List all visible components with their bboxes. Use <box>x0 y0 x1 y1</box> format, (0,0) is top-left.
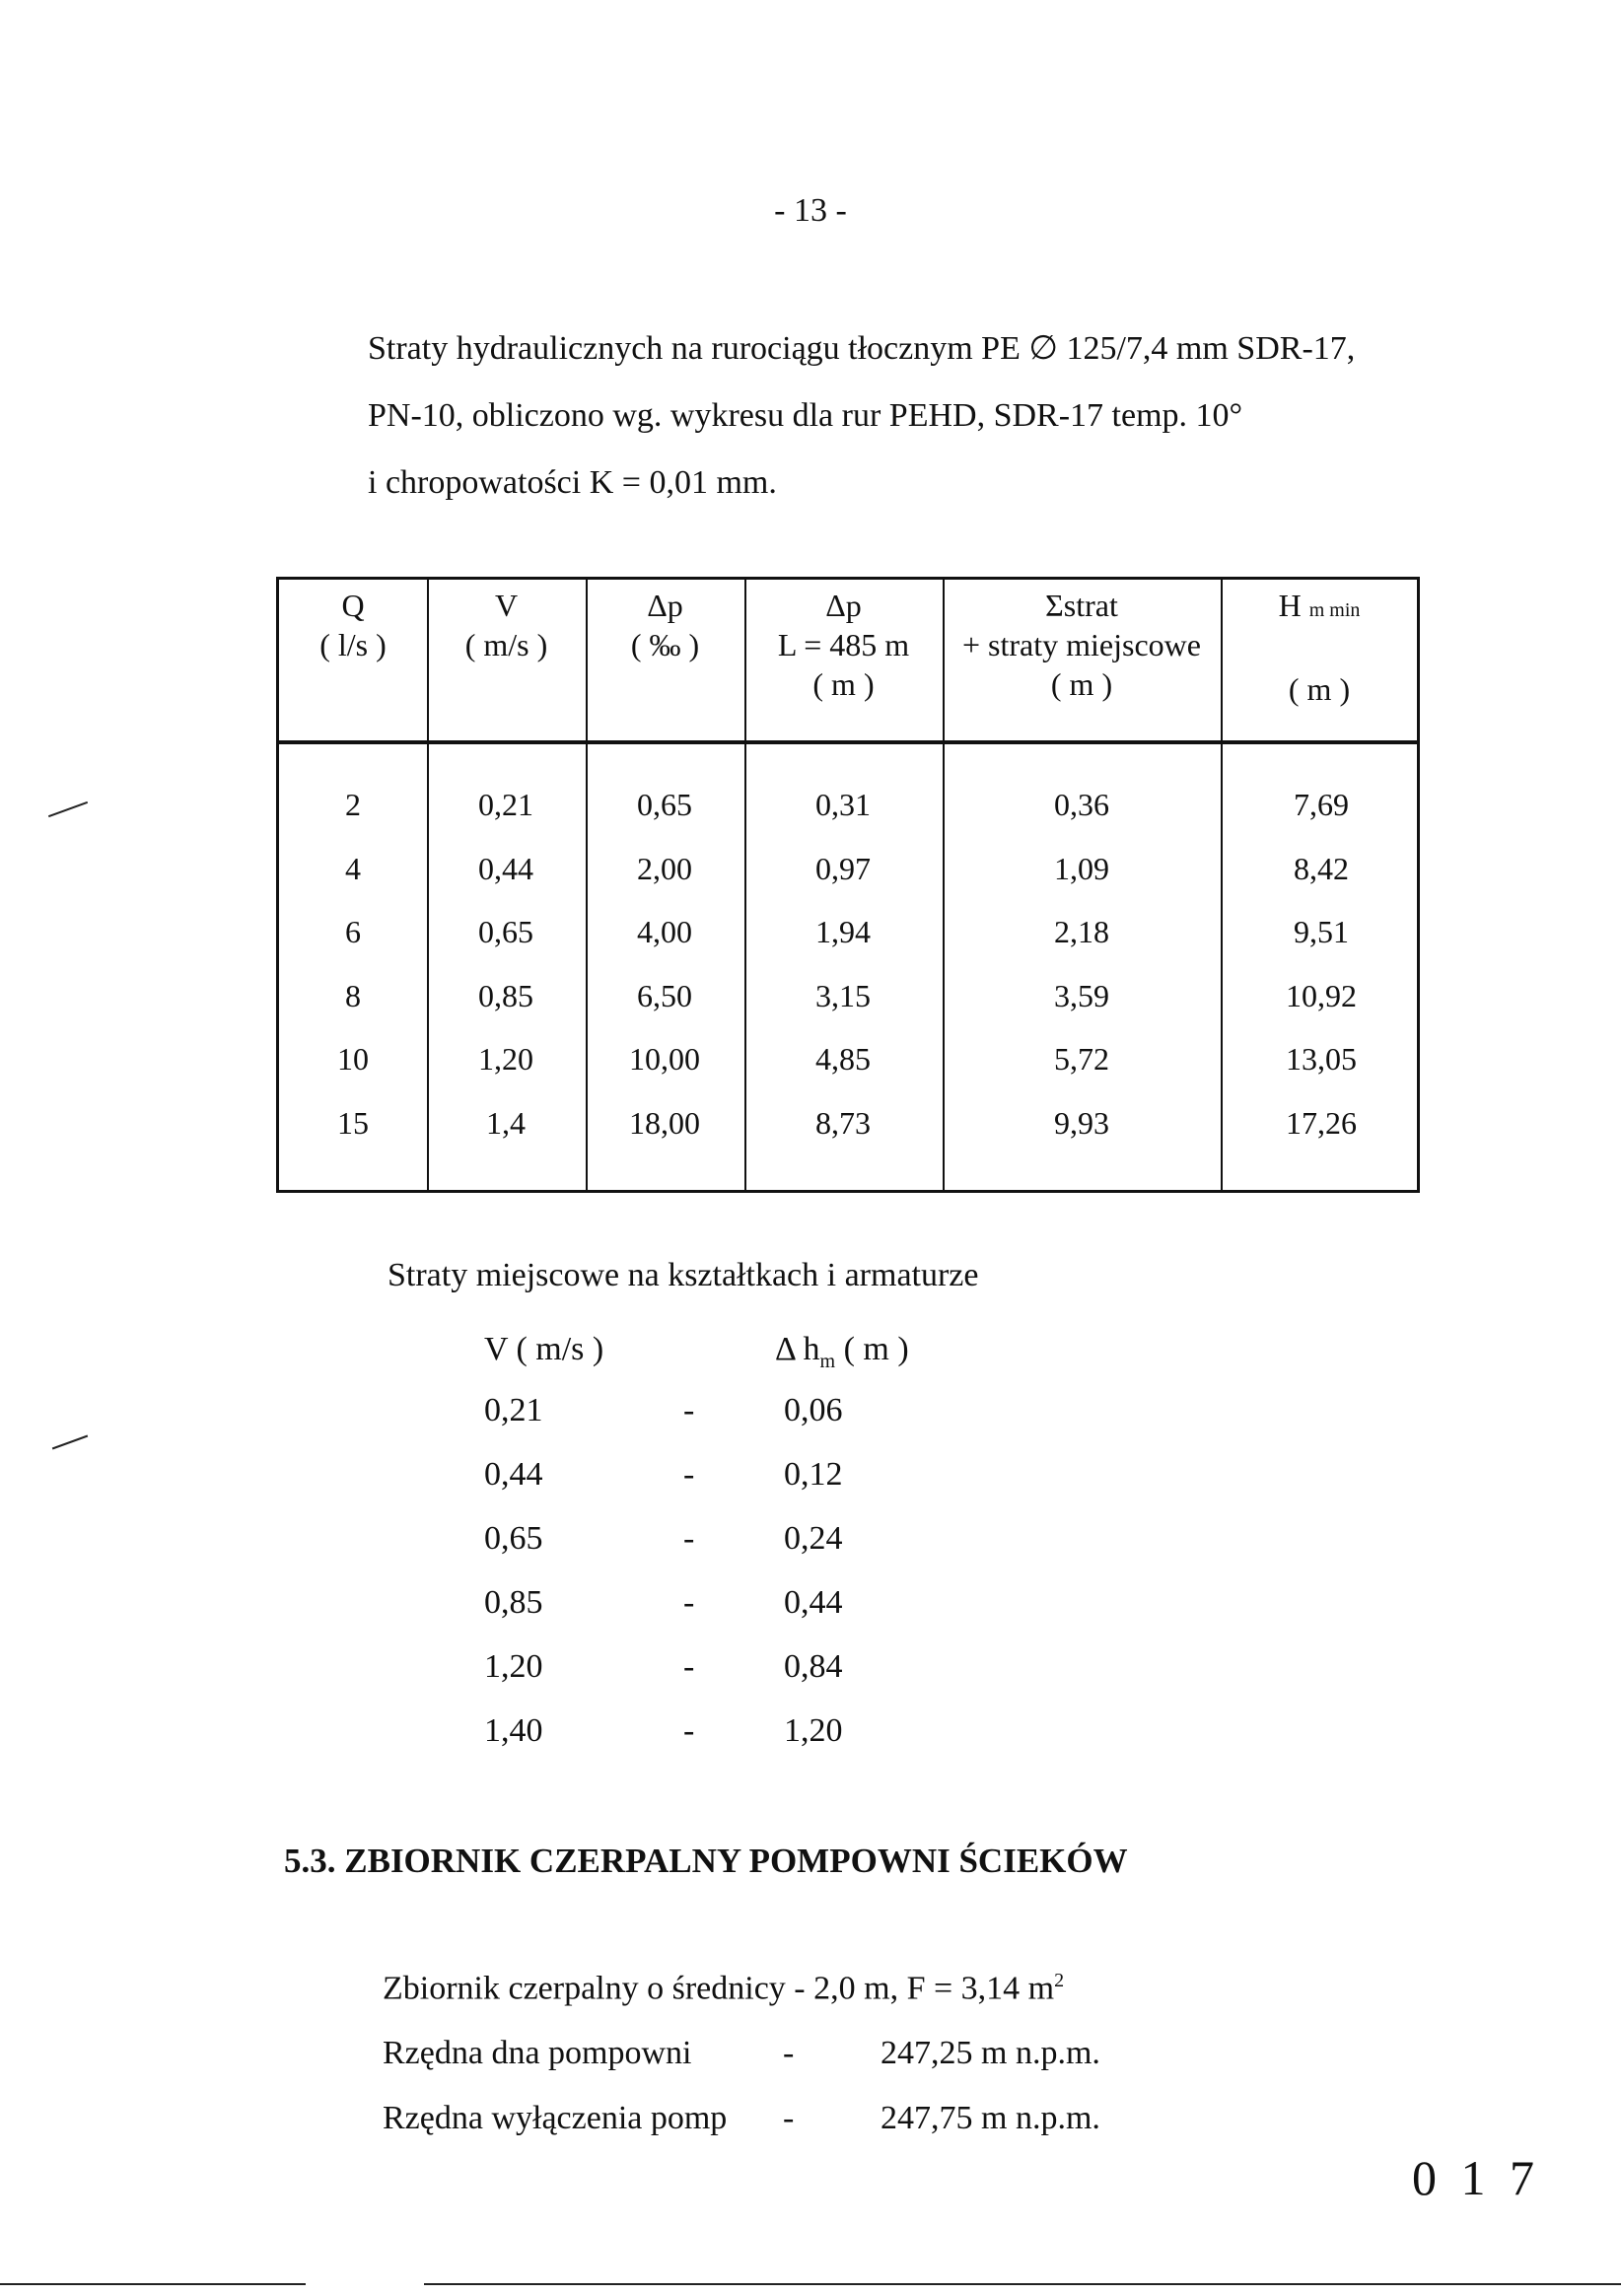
table-cell: 6,50 <box>637 977 692 1013</box>
local-losses-title: Straty miejscowe na kształtkach i armaturze <box>388 1257 979 1293</box>
table-cell: 8 <box>345 977 361 1013</box>
bottom-rule <box>424 2283 1621 2285</box>
table-cell: 13,05 <box>1286 1041 1357 1077</box>
table-cell: 4 <box>345 850 361 886</box>
table-cell: 4,00 <box>637 914 692 949</box>
table-cell: 3,59 <box>1054 977 1109 1013</box>
scan-mark <box>52 1435 88 1450</box>
local-losses-head: 0,44 <box>784 1584 843 1621</box>
table-cell: 10 <box>337 1041 369 1077</box>
header-q-symbol: Q <box>341 588 365 623</box>
table-cell: 9,51 <box>1294 914 1349 949</box>
bottom-elevation-dash: - <box>783 2035 795 2071</box>
page-number: - 13 - <box>774 192 847 229</box>
header-dp-unit: ( ‰ ) <box>630 627 700 662</box>
section-heading: 5.3. ZBIORNIK CZERPALNY POMPOWNI ŚCIEKÓW <box>284 1842 1128 1880</box>
local-losses-head: 0,24 <box>784 1520 843 1557</box>
local-losses-head: 0,84 <box>784 1648 843 1685</box>
local-losses-dash: - <box>683 1648 695 1685</box>
header-dp-length <box>744 580 943 740</box>
table-cell: 7,69 <box>1294 787 1349 822</box>
page-stamp: 0 1 7 <box>1412 2150 1540 2205</box>
local-losses-dash: - <box>683 1584 695 1621</box>
header-sum-unit: ( m ) <box>1050 666 1113 702</box>
local-losses-head: 0,06 <box>784 1392 843 1428</box>
table-cell: 0,97 <box>815 850 871 886</box>
header-v <box>427 580 586 740</box>
local-losses-dash: - <box>683 1712 695 1749</box>
local-losses-dash: - <box>683 1456 695 1493</box>
local-losses-velocity: 1,40 <box>484 1712 543 1749</box>
table-cell: 5,72 <box>1054 1041 1109 1077</box>
header-h-unit: ( m ) <box>1288 671 1351 707</box>
local-losses-head: 1,20 <box>784 1712 843 1749</box>
header-q <box>279 580 427 740</box>
table-cell: 17,26 <box>1286 1104 1357 1141</box>
local-losses-velocity: 0,44 <box>484 1456 543 1493</box>
local-losses-velocity: 0,65 <box>484 1520 543 1557</box>
pump-off-elevation-value: 247,75 m n.p.m. <box>881 2100 1100 2136</box>
header-v-unit: ( m/s ) <box>464 627 548 662</box>
local-losses-dash: - <box>683 1392 695 1428</box>
table-cell: 0,31 <box>815 787 871 822</box>
table-cell: 1,20 <box>478 1041 533 1077</box>
header-sum-description: + straty miejscowe <box>962 627 1201 662</box>
header-dp-symbol: Δp <box>825 588 862 623</box>
local-losses-velocity: 1,20 <box>484 1648 543 1685</box>
table-cell: 10,92 <box>1286 977 1357 1013</box>
bottom-elevation-label: Rzędna dna pompowni <box>383 2035 692 2071</box>
table-cell: 0,65 <box>637 787 692 822</box>
table-cell: 0,21 <box>478 787 533 822</box>
local-losses-dash: - <box>683 1520 695 1557</box>
table-cell: 10,00 <box>629 1041 700 1077</box>
header-h-min <box>1221 580 1418 740</box>
table-cell: 6 <box>345 914 361 949</box>
header-q-unit: ( l/s ) <box>319 627 387 662</box>
table-cell: 4,85 <box>815 1041 871 1077</box>
table-cell: 0,36 <box>1054 787 1109 822</box>
table-cell: 2,00 <box>637 850 692 886</box>
header-dp-length-unit: ( m ) <box>812 666 875 702</box>
local-losses-dh-header: Δ $h_m$ ( m ) <box>775 1331 909 1372</box>
header-h-symbol: H m min <box>1278 588 1361 623</box>
local-losses-v-header: V ( m/s ) <box>484 1331 604 1367</box>
table-cell: 0,85 <box>478 977 533 1013</box>
bottom-elevation-value: 247,25 m n.p.m. <box>881 2035 1100 2071</box>
local-losses-head: 0,12 <box>784 1456 843 1493</box>
header-dp-permille <box>586 580 744 740</box>
intro-line-2: PN-10, obliczono wg. wykresu dla rur PEHD, SDR-17 temp. 10° <box>368 397 1243 434</box>
intro-line-1: Straty hydraulicznych na rurociągu tłocznym PE ∅ 125/7,4 mm SDR-17, <box>368 330 1356 367</box>
header-dp-symbol: Δp <box>647 588 683 623</box>
table-cell: 1,09 <box>1054 850 1109 886</box>
table-cell: 8,73 <box>815 1104 871 1141</box>
table-cell: 2,18 <box>1054 914 1109 949</box>
table-cell: 2 <box>345 787 361 822</box>
table-cell: 8,42 <box>1294 850 1349 886</box>
pump-off-elevation-label: Rzędna wyłączenia pomp <box>383 2100 728 2136</box>
table-cell: 0,44 <box>478 850 533 886</box>
header-dp-length-value: L = 485 m <box>777 627 910 662</box>
table-cell: 18,00 <box>629 1104 700 1141</box>
scan-mark <box>48 801 88 817</box>
table-cell: 1,4 <box>486 1104 526 1141</box>
header-sum-losses <box>943 580 1221 740</box>
table-cell: 15 <box>337 1104 369 1141</box>
table-cell: 9,93 <box>1054 1104 1109 1141</box>
tank-diameter-line: Zbiornik czerpalny o średnicy - 2,0 m, F = 3,14 $m^2$ <box>383 1970 1065 2007</box>
intro-line-3: i chropowatości K = 0,01 mm. <box>368 464 777 501</box>
bottom-rule <box>0 2283 306 2285</box>
table-cell: 0,65 <box>478 914 533 949</box>
table-cell: 3,15 <box>815 977 871 1013</box>
pump-off-elevation-dash: - <box>783 2100 795 2136</box>
hydraulic-losses-table <box>276 577 1420 1193</box>
local-losses-velocity: 0,21 <box>484 1392 543 1428</box>
table-cell: 1,94 <box>815 914 871 949</box>
header-divider <box>279 740 1417 744</box>
local-losses-velocity: 0,85 <box>484 1584 543 1621</box>
header-sum-symbol: Σstrat <box>1045 588 1118 623</box>
header-v-symbol: V <box>494 588 519 623</box>
intro-paragraph <box>368 315 1512 517</box>
